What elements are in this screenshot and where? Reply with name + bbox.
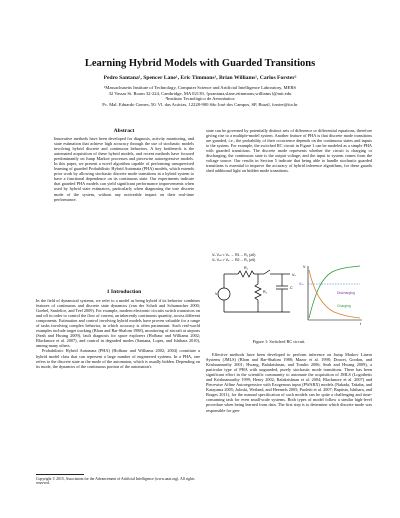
affiliation-line-3: ²Instituto Tecnológico de Aeronáutica — [165, 96, 235, 101]
transition-equation-2: Vₓ Vₒₗₗ > Vₐ → R2→ R₁ (≥0) — [212, 258, 256, 262]
resistor-r2-symbol — [255, 284, 261, 300]
switch-symbol — [264, 270, 270, 274]
introduction-text — [36, 298, 200, 369]
right-paragraph-2: Effective methods have been developed to perform inference on Jump Markov Linear Systems (JMLS) (Blom and Bar-Shalom 1988; Mazor et al. 1998; Doucet, Gordon, and Krishnamurthy 2001; Hwang, Balakrishnan, and Tomlin 2006; Seah and Hwang 2009), a particular type of PHA with unguarded, purely stochastic mode transitions. There has been significant effort in the scientific community to automate the acquisition of JMLS (Logothetis and Krishnamurthy 1999; Henry 2002; Balakrishnan et al. 2004; Blackmore et al. 2007) and Piecewise Affine Autoregressive with Exogenous input (PWARX) models (Nakada, Takaba, and Katayama 2005; Juloski, Weiland, and Heemels 2005; Paoletti et al. 2007; Baptista, Ishihara, and Borges 2011), for the manual specification of such models can be quite a challenging and time-consuming task for even small-scale systems. Both types of model follow a similar high-level procedure when being learned from data. The first step is to determine which discrete mode was responsible for gen- — [206, 352, 372, 413]
voltage-plot — [299, 265, 362, 326]
vo-label: Vₒ — [292, 273, 296, 277]
circuit-schematic — [218, 270, 290, 312]
discharging-label: Discharging — [337, 291, 355, 295]
copyright-notice: Copyright © 2015, Association for the Advancement of Artificial Intelligence (www.aaai.org). All rights reserved. — [36, 477, 195, 486]
threshold-label: Vₜₕ — [299, 282, 304, 286]
r2-label: R₂ — [263, 290, 267, 294]
switched-rc-circuit-figure — [210, 250, 366, 338]
affiliation-line-4: Pc. Mal. Eduardo Gomes, 50. Vl. das Acácias, 12228-900 São José dos Campos, SP, Brazil, forster@ita.br — [102, 101, 298, 107]
footnote-rule — [36, 474, 84, 475]
author-list: Pedro Santana¹, Spencer Lane¹, Eric Timmons¹, Brian Williams¹, Carlos Forster² — [103, 75, 297, 81]
abstract-text — [54, 136, 194, 202]
capacitor-label: C — [290, 286, 293, 290]
right-paragraph-1: state can be governed by potentially distinct sets of difference or differential equations, therefore giving rise to a multiple-model system. Another feature of PHA is that discrete mode transitions are guarded, i.e., the probability of their occurrence depends on the continuous states and inputs to the system. For example, the switched RC circuit in Figure 1 can be modeled as a simple PHA with guarded transitions. The discrete mode represents whether the circuit is charging or discharging, the continuous state is the output voltage; and the input to system comes from the voltage source. Our results in Section 5 indicate that being able to handle stochastic guarded transitions is essential to improve the accuracy of hybrid inference algorithms, for these guards shed additional light on hidden mode transitions. — [206, 128, 372, 174]
right-column-continued — [206, 352, 372, 413]
resistor-r1-symbol — [238, 271, 254, 277]
affiliation-line-2: 32 Vassar St. Room 32-224, Cambridge, MA 02139, {psantana,slane,etimmons,williams}@mit.edu — [108, 90, 292, 96]
introduction-paragraph-2: Probabilistic Hybrid Automata (PHA) (Hofbaur and Williams 2002; 2004) constitute a hybrid model class that can represent a large number of engineered systems. In a PHA, one refers to the discrete state as the mode of the automaton, which is usually hidden. Depending on its mode, the dynamics of the continuous portion of the automaton's — [36, 348, 200, 369]
figure-caption: Figure 1: Switched RC circuit. — [252, 339, 306, 344]
voltage-source-symbol — [218, 288, 230, 300]
vs-label: Vₛ — [215, 292, 219, 296]
plot-t-axis-label: t — [360, 322, 361, 326]
r1-label: R₁ — [244, 266, 248, 270]
introduction-heading: 1 Introduction — [106, 289, 142, 295]
abstract-paragraph: Innovative methods have been developed for diagnosis, activity monitoring, and state estimation that achieve high accuracy through the use of stochastic models involving hybrid discrete and continuous behaviors. A key bottleneck is the automated acquisition of these hybrid models, and recent methods have focused predominantly on Jump Markov processes and piecewise autoregressive models. In this paper, we present a novel algorithm capable of performing unsupervised learning of guarded Probabilistic Hybrid Automata (PHA) models, which extends prior work by allowing stochastic discrete mode transitions in a hybrid system to have a functional dependence on its continuous state. Our experiments indicate that guarded PHA models can yield significant performance improvements when used by hybrid state estimators, particularly when diagnosing the true discrete mode of the system, without any noticeable impact on their real-time performance. — [54, 136, 194, 202]
paper-title: Learning Hybrid Models with Guarded Transitions — [84, 58, 316, 69]
charging-label: Charging — [337, 304, 351, 308]
plot-v-axis-label: V — [303, 265, 306, 269]
transition-equation-1: Vₓ Vₒₗₗ < Vₐ → R1→ R₂ (≥0) — [212, 253, 256, 257]
right-column-intro — [206, 128, 372, 173]
abstract-heading: Abstract — [113, 128, 135, 134]
introduction-paragraph-1: In the field of dynamical systems, we refer to a model as being hybrid if its behavior combines features of continuous and discrete state dynamics (van der Schaft and Schumacher 2000; Goebel, Sanfelice, and Teel 2009). For example, modern electronic circuits switch transistors on and off in order to control the flow of current, an inherently continuous quantity, across different components. Estimation and control involving hybrid models have proven valuable for a range of tasks involving complex behavior, in which accuracy is often paramount. Such real-world examples include target tracking (Blom and Bar-Shalom 1988), monitoring of aircraft at airports (Seah and Hwang 2009), fault diagnosis for space explorers (Hofbaur and Williams 2002; Blackmore et al. 2007), and control in degraded modes (Santana, Lopes, and Ishihara 2010), among many others. — [36, 298, 201, 349]
affiliation-line-1: ¹Massachusetts Institute of Technology, Computer Science and Artificial Intelligence Laboratory, MERS — [104, 85, 296, 90]
